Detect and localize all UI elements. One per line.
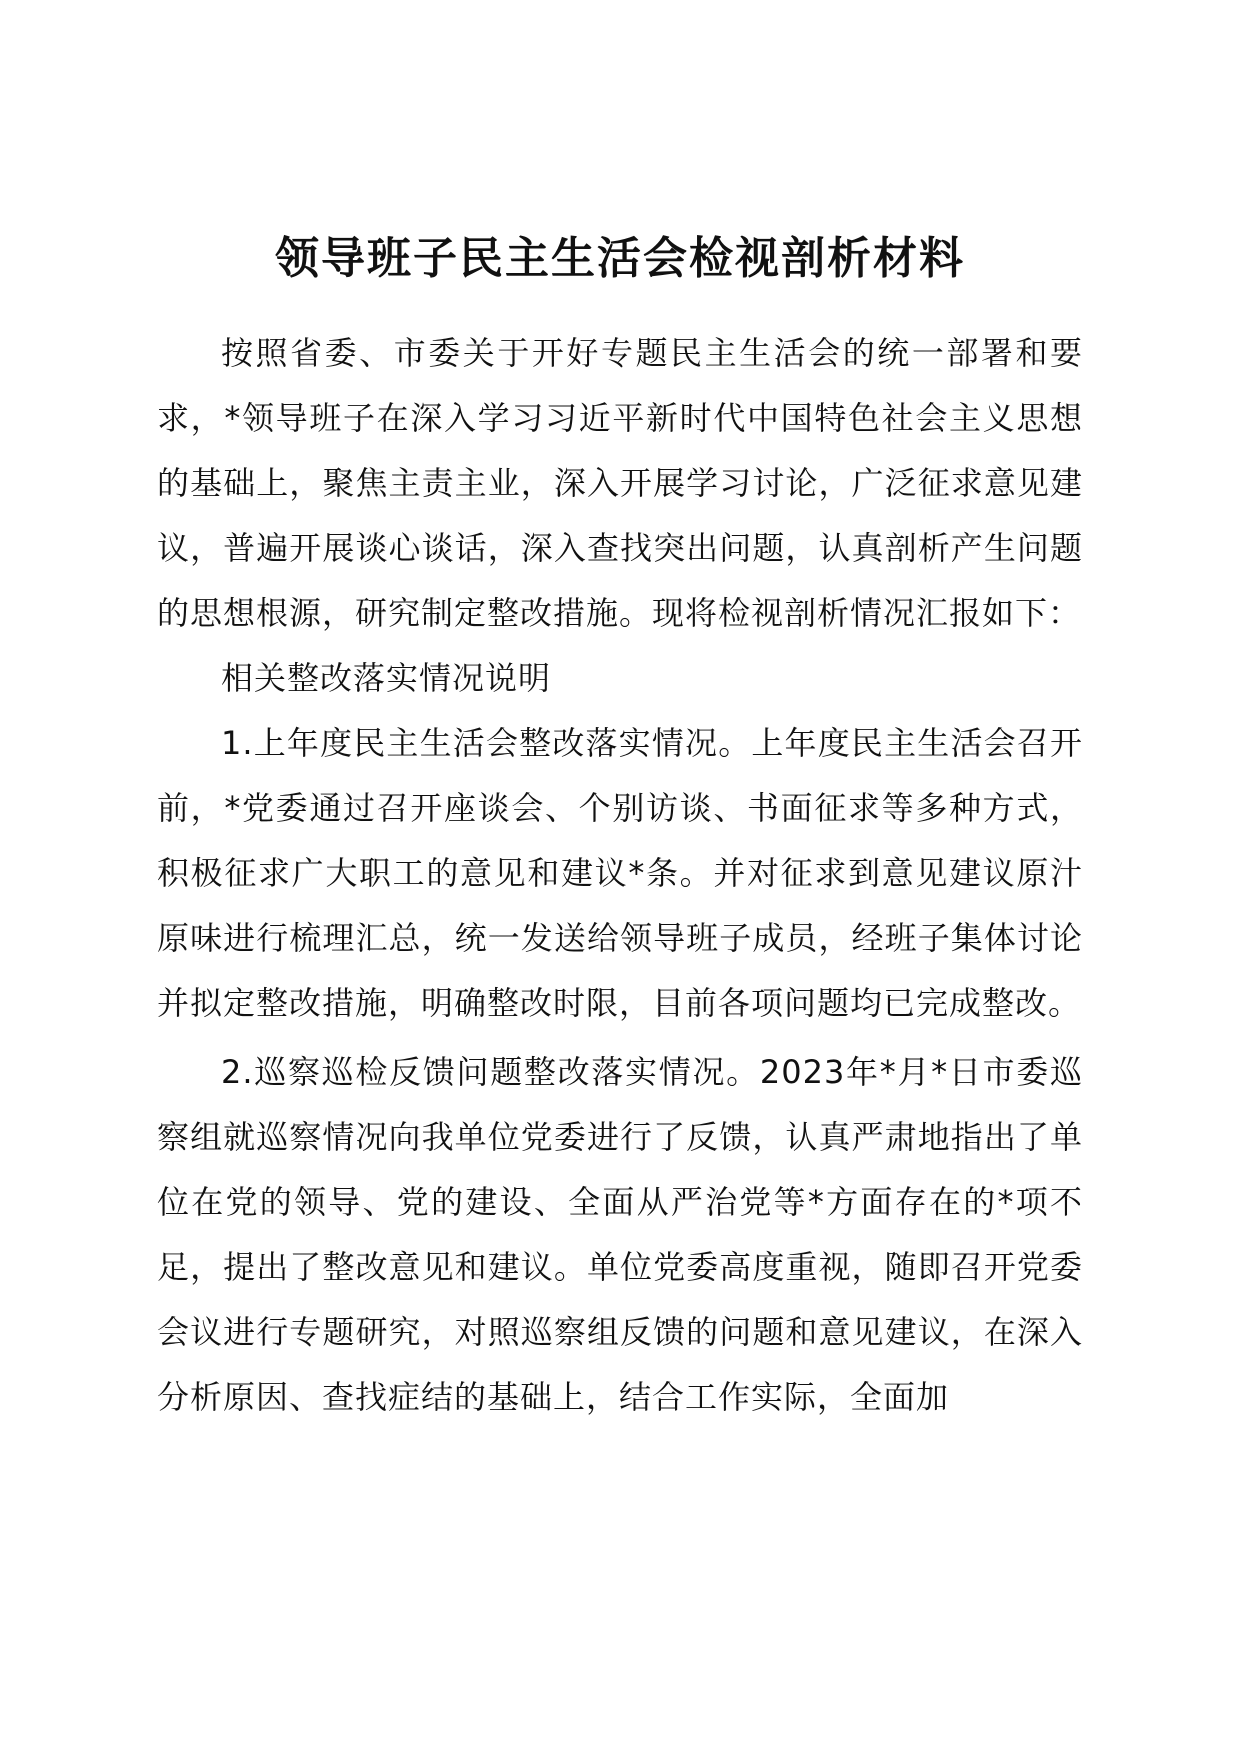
intro-paragraph: 按照省委、市委关于开好专题民主生活会的统一部署和要求，*领导班子在深入学习习近平新时代中国特色社会主义思想的基础上，聚焦主责主业，深入开展学习讨论，广泛征求意见建议，普遍开展谈心谈话，深入查找突出问题，认真剖析产生问题的思想根源，研究制定整改措施。现将检视剖析情况汇报如下： <box>157 334 1083 632</box>
item-2-paragraph: 2.巡察巡检反馈问题整改落实情况。2023年*月*日市委巡察组就巡察情况向我单位党委进行了反馈，认真严肃地指出了单位在党的领导、党的建设、全面从严治党等*方面存在的*项不足，提出了整改意见和建议。单位党委高度重视，随即召开党委会议进行专题研究，对照巡察组反馈的问题和意见建议，在深入分析原因、查找症结的基础上，结合工作实际，全面加 <box>157 1053 1083 1416</box>
section-heading: 相关整改落实情况说明 <box>221 659 552 697</box>
item-1-paragraph: 1.上年度民主生活会整改落实情况。上年度民主生活会召开前，*党委通过召开座谈会、个别访谈、书面征求等多种方式，积极征求广大职工的意见和建议*条。并对征求到意见建议原汁原味进行梳理汇总，统一发送给领导班子成员，经班子集体讨论并拟定整改措施，明确整改时限，目前各项问题均已完成整改。 <box>157 724 1083 1022</box>
document-title: 领导班子民主生活会检视剖析材料 <box>275 233 965 284</box>
document-body <box>157 321 1083 1430</box>
